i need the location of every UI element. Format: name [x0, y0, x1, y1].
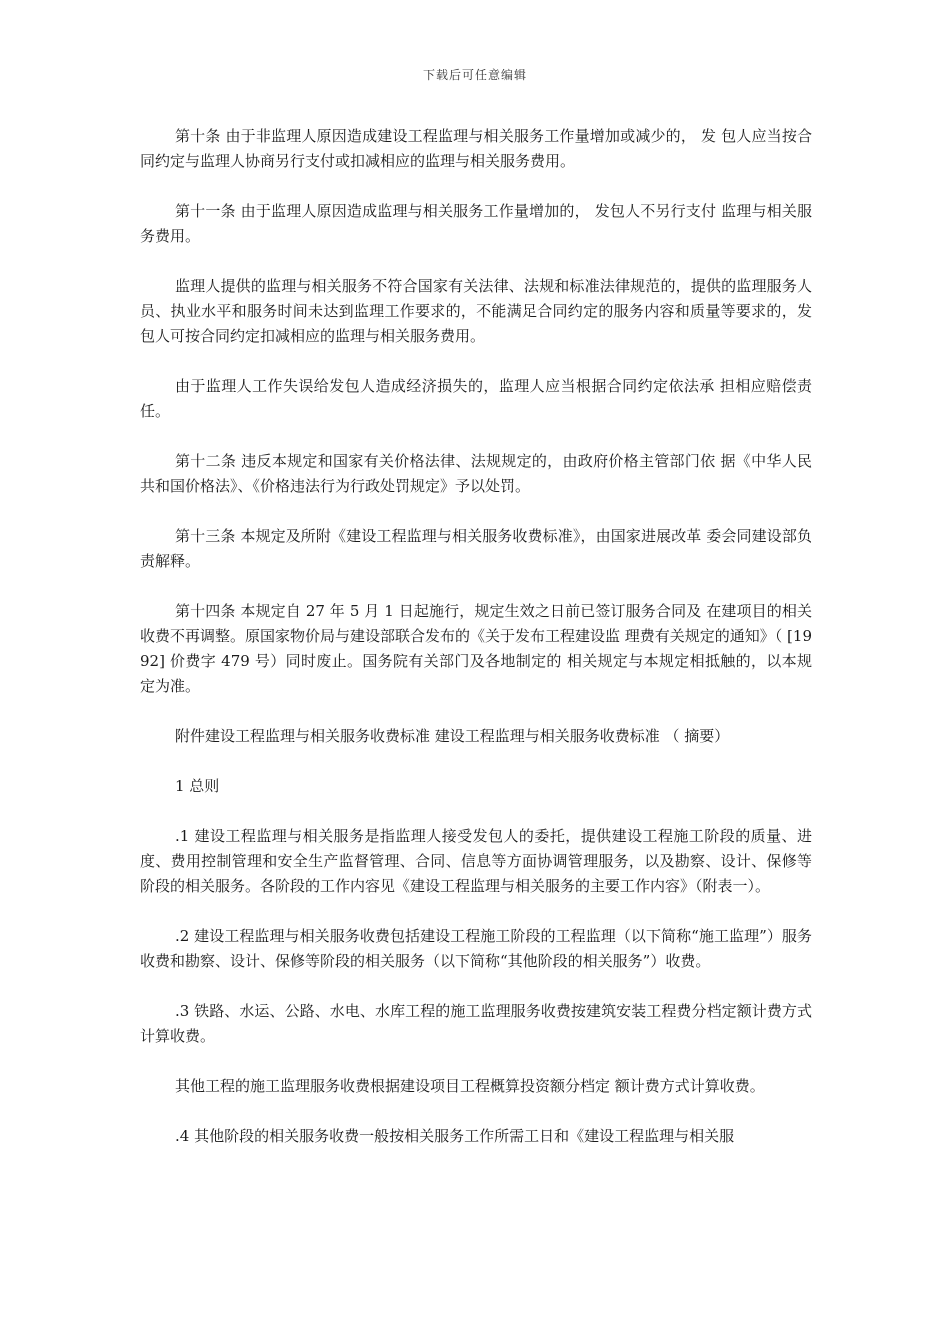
paragraph-service-deduction: 监理人提供的监理与相关服务不符合国家有关法律、法规和标准法律规范的，提供的监理服务人员、执业水平和服务时间未达到监理工作要求的，不能满足合同约定的服务内容和质量等要求的，发包人可按合同约定扣减相应的监理与相关服务费用。 — [140, 277, 812, 345]
paragraph-clause-1: .1 建设工程监理与相关服务是指监理人接受发包人的委托，提供建设工程施工阶段的质量、进度、费用控制管理和安全生产监督管理、合同、信息等方面协调管理服务，以及勘察、设计、保修等阶段的相关服务。各阶段的工作内容见《建设工程监理与相关服务的主要工作内容》（附表一）。 — [140, 827, 812, 895]
paragraph-liability: 由于监理人工作失误给发包人造成经济损失的，监理人应当根据合同约定依法承 担相应赔偿责任。 — [140, 377, 812, 420]
paragraph-attachment-title: 附件建设工程监理与相关服务收费标准 建设工程监理与相关服务收费标准 （ 摘要） — [175, 727, 730, 745]
paragraph-article-11: 第十一条 由于监理人原因造成监理与相关服务工作量增加的， 发包人不另行支付 监理与相关服务费用。 — [140, 202, 812, 245]
page-header: 下载后可任意编辑 — [422, 68, 527, 82]
paragraph-clause-2: .2 建设工程监理与相关服务收费包括建设工程施工阶段的工程监理（以下简称“施工监理”）服务收费和勘察、设计、保修等阶段的相关服务（以下简称“其他阶段的相关服务”）收费。 — [140, 927, 812, 970]
paragraph-article-14: 第十四条 本规定自 27 年 5 月 1 日起施行，规定生效之日前已签订服务合同及 在建项目的相关收费不再调整。原国家物价局与建设部联合发布的《关于发布工程建设监 理费有关规定的通知》（ [1992] 价费字 479 号）同时废止。国务院有关部门及各地制定的 相关规定与本规定相抵触的，以本规定为准。 — [140, 602, 812, 695]
paragraph-clause-3: .3 铁路、水运、公路、水电、水库工程的施工监理服务收费按建筑安装工程费分档定额计费方式计算收费。 — [140, 1002, 812, 1045]
section-heading-general: 1 总则 — [175, 777, 220, 795]
document-body — [140, 124, 812, 1174]
paragraph-clause-4: .4 其他阶段的相关服务收费一般按相关服务工作所需工日和《建设工程监理与相关服 — [175, 1127, 735, 1145]
paragraph-article-10: 第十条 由于非监理人原因造成建设工程监理与相关服务工作量增加或减少的， 发 包人应当按合同约定与监理人协商另行支付或扣减相应的监理与相关服务费用。 — [140, 127, 812, 170]
paragraph-article-12: 第十二条 违反本规定和国家有关价格法律、法规规定的，由政府价格主管部门依 据《中华人民共和国价格法》、《价格违法行为行政处罚规定》予以处罚。 — [140, 452, 812, 495]
paragraph-other-projects: 其他工程的施工监理服务收费根据建设项目工程概算投资额分档定 额计费方式计算收费。 — [175, 1077, 765, 1095]
paragraph-article-13: 第十三条 本规定及所附《建设工程监理与相关服务收费标准》，由国家进展改革 委会同建设部负责解释。 — [140, 527, 812, 570]
